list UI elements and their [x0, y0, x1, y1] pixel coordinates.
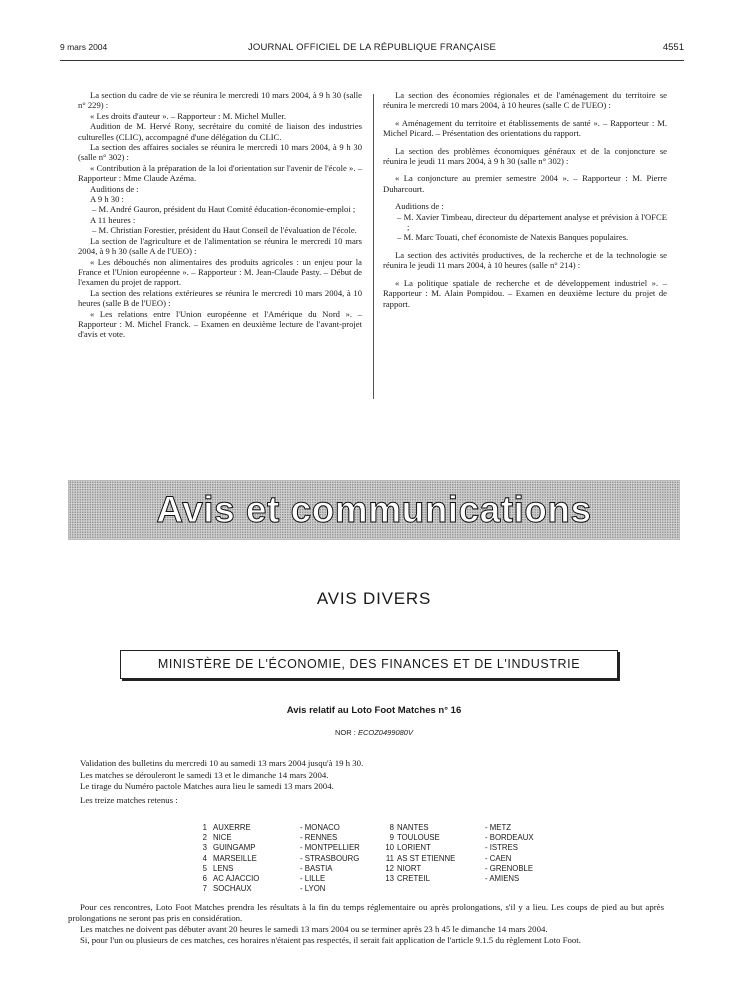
matches-list	[195, 823, 595, 894]
match-away-team: - MONACO	[300, 823, 340, 832]
header-date: 9 mars 2004	[60, 42, 108, 52]
page-number: 4551	[662, 42, 684, 53]
match-home-team: NICE	[213, 833, 232, 843]
match-home-team: NANTES	[397, 823, 429, 832]
intro-line: Le tirage du Numéro pactole Matches aura lieu le samedi 13 mars 2004.	[80, 781, 334, 791]
match-away-team: - STRASBOURG	[300, 853, 360, 863]
nor-reference	[0, 728, 748, 737]
match-home-team: SOCHAUX	[213, 884, 252, 894]
match-number: 11	[385, 853, 394, 863]
paragraph: – M. Christian Forestier, président du Haut Conseil de l'évaluation de l'école.	[92, 225, 357, 236]
paragraph: « Les droits d'auteur ». – Rapporteur : M. Michel Muller.	[90, 110, 287, 121]
paragraph: La section de l'agriculture et de l'alimentation se réunira le mercredi 10 mars 2004, à 9 h 30 (salle A de l'UEO) :	[78, 235, 362, 257]
match-away-team: - BORDEAUX	[485, 833, 534, 843]
left-column	[78, 90, 362, 340]
match-number: 12	[385, 863, 394, 873]
match-row	[195, 854, 595, 864]
paragraph: – M. Xavier Timbeau, directeur du département analyse et prévision à l'OFCE ;	[397, 211, 667, 233]
match-away-team: - CAEN	[485, 853, 512, 863]
spacer	[383, 243, 667, 250]
notice-title: Avis relatif au Loto Foot Matches n° 16	[286, 705, 462, 716]
match-away-team: - GRENOBLE	[485, 863, 534, 873]
section-banner	[68, 480, 680, 540]
spacer	[383, 271, 667, 278]
match-number: 7	[202, 884, 207, 894]
match-home-team: LENS	[213, 863, 234, 873]
spacer	[383, 139, 667, 146]
paragraph: – M. Marc Touati, chef économiste de Natexis Banques populaires.	[397, 232, 629, 243]
match-number: 5	[202, 863, 207, 873]
footer-paragraph: Les matches ne doivent pas débuter avant 20 heures le samedi 13 mars 2004 ou se terminer après 23 h 45 le dimanche 14 mars 2004.	[80, 924, 548, 934]
footer-paragraph: Pour ces rencontres, Loto Foot Matches prendra les résultats à la fin du temps réglementaire ou après prolongations, s'il y a lieu. Les coups de pied au but après prolongations ne seront pas pris en considération.	[68, 902, 664, 923]
match-away-team: - BASTIA	[300, 863, 333, 873]
match-home-team: AUXERRE	[213, 823, 251, 832]
match-home-team: TOULOUSE	[397, 833, 440, 843]
match-away-team: - RENNES	[300, 833, 338, 843]
paragraph: « La politique spatiale de recherche et de développement industriel ». – Rapporteur : M. Alain Pompidou. – Examen en deuxième lecture du projet de rapport.	[383, 277, 667, 309]
paragraph: A 9 h 30 :	[90, 194, 124, 205]
page-header	[60, 42, 684, 56]
spacer	[383, 194, 667, 201]
match-row	[195, 884, 595, 894]
banner-title: Avis et communications	[156, 489, 592, 530]
intro-line: Les matches se dérouleront le samedi 13 et le dimanche 14 mars 2004.	[80, 769, 329, 780]
intro-line: Les treize matches retenus :	[80, 794, 178, 805]
match-number: 6	[202, 873, 207, 883]
match-number: 4	[202, 853, 207, 863]
match-number: 3	[202, 843, 207, 853]
right-column	[383, 90, 667, 309]
paragraph: « Aménagement du territoire et établissements de santé ». – Rapporteur : M. Michel Picard. – Présentation des orientations du rapport.	[383, 117, 667, 139]
match-row	[195, 823, 595, 833]
paragraph: « Contribution à la préparation de la loi d'orientation sur l'avenir de l'école ». – Rapporteur : Mme Claude Azéma.	[78, 162, 362, 184]
paragraph: « Les relations entre l'Union européenne et l'Amérique du Nord ». – Rapporteur : M. Michel Franck. – Examen en deuxième lecture de l'avant-projet d'avis et vote.	[78, 308, 362, 340]
paragraph: La section des activités productives, de la recherche et de la technologie se réunira le jeudi 11 mars 2004, à 10 heures (salle n° 214) :	[383, 249, 667, 271]
match-number: 13	[385, 873, 394, 883]
match-away-team: - METZ	[485, 823, 511, 832]
match-home-team: LORIENT	[397, 843, 431, 853]
ministry-name: MINISTÈRE DE L'ÉCONOMIE, DES FINANCES ET DE L'INDUSTRIE	[157, 657, 581, 671]
paragraph: La section des économies régionales et de l'aménagement du territoire se réunira le mercredi 10 mars 2004, à 10 heures (salle C de l'UEO) :	[383, 90, 667, 111]
match-home-team: AC AJACCIO	[213, 873, 260, 883]
match-row	[195, 864, 595, 874]
match-row	[195, 833, 595, 843]
header-rule	[60, 60, 684, 61]
paragraph: « La conjoncture au premier semestre 2004 ». – Rapporteur : M. Pierre Duharcourt.	[383, 173, 667, 194]
nor-label: NOR :	[335, 728, 356, 737]
footer-paragraph: Si, pour l'un ou plusieurs de ces matches, ces horaires n'étaient pas respectés, il serait fait application de l'article 9.1.5 du règlement Loto Foot.	[80, 935, 581, 945]
journal-title: JOURNAL OFFICIEL DE LA RÉPUBLIQUE FRANÇAISE	[247, 42, 497, 53]
paragraph: Auditions de :	[395, 201, 444, 212]
match-home-team: MARSEILLE	[213, 853, 257, 863]
paragraph: « Les débouchés non alimentaires des produits agricoles : un enjeu pour la France et l'Union européenne ». – Rapporteur : M. Jean-Claude Pasty. – Début de l'examen du projet de rapport.	[78, 256, 362, 288]
notice-intro	[80, 758, 680, 806]
match-away-team: - LYON	[300, 884, 326, 894]
section-heading: AVIS DIVERS	[316, 589, 432, 608]
match-away-team: - LILLE	[300, 873, 326, 883]
match-home-team: AS ST ETIENNE	[397, 853, 456, 863]
paragraph: La section des problèmes économiques généraux et de la conjoncture se réunira le jeudi 11 mars 2004, à 9 h 30 (salle n° 302) :	[383, 145, 667, 167]
match-home-team: CRETEIL	[397, 873, 430, 883]
match-row	[195, 874, 595, 884]
spacer	[383, 166, 667, 173]
notice-footer	[68, 902, 664, 946]
spacer	[383, 111, 667, 118]
match-home-team: GUINGAMP	[213, 843, 256, 853]
nor-code: ECOZ0499080V	[357, 728, 413, 737]
match-number: 1	[202, 823, 207, 832]
match-number: 10	[385, 843, 394, 853]
match-number: 8	[389, 823, 394, 832]
column-divider	[373, 94, 374, 399]
paragraph: A 11 heures :	[90, 214, 136, 225]
match-number: 9	[389, 833, 394, 843]
paragraph: La section du cadre de vie se réunira le mercredi 10 mars 2004, à 9 h 30 (salle n° 229) :	[78, 90, 362, 111]
match-away-team: - MONTPELLIER	[300, 843, 360, 853]
match-row	[195, 843, 595, 853]
match-home-team: NIORT	[397, 863, 422, 873]
ministry-box	[120, 650, 618, 679]
intro-line: Validation des bulletins du mercredi 10 au samedi 13 mars 2004 jusqu'à 19 h 30.	[80, 758, 364, 768]
paragraph: Auditions de :	[90, 183, 139, 194]
match-away-team: - AMIENS	[485, 873, 520, 883]
paragraph: Audition de M. Hervé Rony, secrétaire du comité de liaison des industries culturelles (CLIC), accompagné d'une délégation du CLIC.	[78, 121, 362, 142]
paragraph: – M. André Gauron, président du Haut Comité éducation-économie-emploi ;	[92, 204, 356, 215]
match-number: 2	[202, 833, 207, 843]
paragraph: La section des relations extérieures se réunira le mercredi 10 mars 2004, à 10 heures (salle B de l'UEO) :	[78, 287, 362, 309]
match-away-team: - ISTRES	[485, 843, 518, 853]
paragraph: La section des affaires sociales se réunira le mercredi 10 mars 2004, à 9 h 30 (salle n° 302) :	[78, 142, 362, 163]
